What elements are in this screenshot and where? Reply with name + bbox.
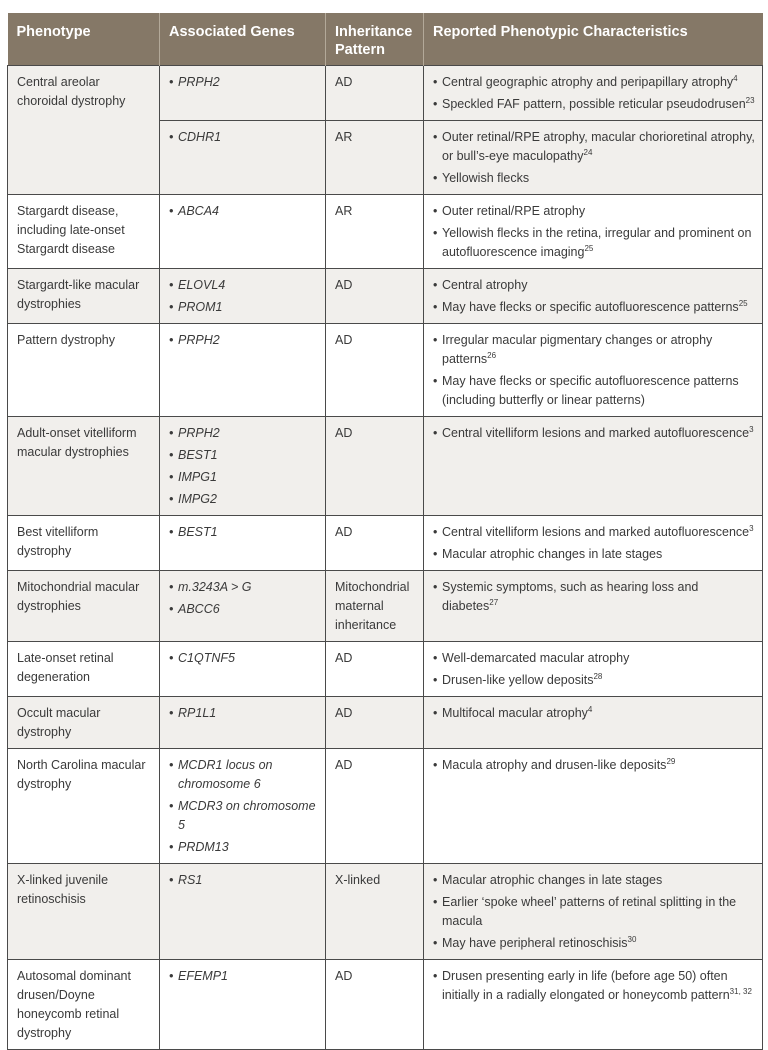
gene-list bbox=[169, 202, 319, 221]
gene-item: • RS1 bbox=[169, 871, 319, 890]
phenotype-cell: Mitochondrial macular dystrophies bbox=[8, 571, 160, 642]
phenotype-cell: Stargardt-like macular dystrophies bbox=[8, 269, 160, 324]
inheritance-cell: AD bbox=[326, 417, 424, 516]
table-row bbox=[8, 697, 763, 749]
gene-list bbox=[169, 331, 319, 350]
gene-item: • m.3243A > G bbox=[169, 578, 319, 597]
characteristic-item bbox=[433, 224, 756, 262]
characteristics-cell bbox=[424, 324, 763, 417]
characteristic-text: May have peripheral retinoschisis bbox=[442, 936, 628, 950]
characteristics-list bbox=[433, 202, 756, 262]
gene-item: • EFEMP1 bbox=[169, 967, 319, 986]
table-row bbox=[8, 642, 763, 697]
gene-item: • PRPH2 bbox=[169, 73, 319, 92]
reference-number: 4 bbox=[587, 705, 593, 714]
gene-item: • IMPG1 bbox=[169, 468, 319, 487]
gene-item: • IMPG2 bbox=[169, 490, 319, 509]
phenotype-cell: Best vitelliform dystrophy bbox=[8, 516, 160, 571]
gene-item: • ABCC6 bbox=[169, 600, 319, 619]
characteristic-text: Yellowish flecks in the retina, irregular and prominent on autofluorescence imaging bbox=[442, 226, 752, 259]
table-row bbox=[8, 516, 763, 571]
characteristics-list bbox=[433, 128, 756, 188]
gene-item: • ABCA4 bbox=[169, 202, 319, 221]
reference-number: 31, 32 bbox=[729, 987, 752, 996]
characteristics-cell bbox=[424, 516, 763, 571]
characteristic-item bbox=[433, 871, 756, 890]
inheritance-cell: AD bbox=[326, 749, 424, 864]
characteristic-text: Central geographic atrophy and peripapillary atrophy bbox=[442, 75, 734, 89]
reference-number: 3 bbox=[749, 425, 754, 434]
characteristic-item bbox=[433, 523, 756, 542]
phenotype-cell: Central areolar choroidal dystrophy bbox=[8, 66, 160, 195]
characteristic-text: Outer retinal/RPE atrophy, macular chorioretinal atrophy, or bull’s-eye maculopathy bbox=[442, 130, 755, 163]
characteristics-list bbox=[433, 424, 756, 443]
characteristic-item bbox=[433, 893, 756, 931]
genes-cell bbox=[160, 864, 326, 960]
characteristics-list bbox=[433, 871, 756, 953]
header-characteristics: Reported Phenotypic Characteristics bbox=[424, 13, 763, 66]
gene-list bbox=[169, 424, 319, 509]
table-row bbox=[8, 864, 763, 960]
gene-item: • PRPH2 bbox=[169, 424, 319, 443]
characteristic-item bbox=[433, 372, 756, 410]
characteristics-cell bbox=[424, 121, 763, 195]
phenotype-cell: Autosomal dominant drusen/Doyne honeycomb retinal dystrophy bbox=[8, 960, 160, 1050]
characteristic-item bbox=[433, 967, 756, 1005]
gene-list bbox=[169, 523, 319, 542]
inheritance-cell: AR bbox=[326, 195, 424, 269]
reference-number: 24 bbox=[583, 148, 593, 157]
reference-number: 27 bbox=[489, 598, 499, 607]
genes-cell bbox=[160, 516, 326, 571]
genes-cell bbox=[160, 697, 326, 749]
characteristic-item bbox=[433, 169, 756, 188]
characteristic-text: Central vitelliform lesions and marked autofluorescence bbox=[442, 525, 750, 539]
characteristic-item bbox=[433, 671, 756, 690]
genes-cell bbox=[160, 66, 326, 121]
gene-item: • MCDR3 on chromosome 5 bbox=[169, 797, 319, 835]
header-phenotype: Phenotype bbox=[8, 13, 160, 66]
characteristic-text: Macular atrophic changes in late stages bbox=[442, 873, 663, 887]
inheritance-cell: AD bbox=[326, 324, 424, 417]
table-container bbox=[7, 13, 762, 1050]
genes-cell bbox=[160, 195, 326, 269]
characteristic-text: Well-demarcated macular atrophy bbox=[442, 651, 630, 665]
gene-item: • RP1L1 bbox=[169, 704, 319, 723]
header-row bbox=[8, 13, 763, 66]
inheritance-cell: AD bbox=[326, 269, 424, 324]
reference-number: 23 bbox=[745, 96, 755, 105]
reference-number: 4 bbox=[733, 74, 738, 83]
reference-number: 25 bbox=[584, 244, 594, 253]
characteristic-text: Drusen-like yellow deposits bbox=[442, 673, 594, 687]
characteristics-cell bbox=[424, 269, 763, 324]
characteristic-text: Speckled FAF pattern, possible reticular pseudodrusen bbox=[442, 97, 746, 111]
phenotype-cell: Adult-onset vitelliform macular dystrophies bbox=[8, 417, 160, 516]
characteristics-cell bbox=[424, 571, 763, 642]
characteristic-item bbox=[433, 276, 756, 295]
characteristics-cell bbox=[424, 195, 763, 269]
genes-cell bbox=[160, 417, 326, 516]
characteristic-item bbox=[433, 73, 756, 92]
inheritance-cell: X-linked bbox=[326, 864, 424, 960]
characteristic-text: Central vitelliform lesions and marked autofluorescence bbox=[442, 426, 750, 440]
characteristic-item bbox=[433, 704, 756, 723]
characteristic-text: May have flecks or specific autofluorescence patterns (including butterfly or linear patterns) bbox=[442, 374, 739, 407]
gene-list bbox=[169, 967, 319, 986]
reference-number: 28 bbox=[593, 672, 603, 681]
characteristic-item bbox=[433, 298, 756, 317]
characteristics-cell bbox=[424, 697, 763, 749]
table-row bbox=[8, 195, 763, 269]
characteristic-text: Central atrophy bbox=[442, 278, 528, 292]
characteristic-item bbox=[433, 934, 756, 953]
characteristic-item bbox=[433, 756, 756, 775]
characteristics-cell bbox=[424, 864, 763, 960]
genes-cell bbox=[160, 324, 326, 417]
characteristic-text: Earlier ‘spoke wheel’ patterns of retinal splitting in the macula bbox=[442, 895, 737, 928]
gene-item: • PRPH2 bbox=[169, 331, 319, 350]
characteristic-text: Macular atrophic changes in late stages bbox=[442, 547, 663, 561]
gene-list bbox=[169, 704, 319, 723]
gene-list bbox=[169, 578, 319, 619]
table-row bbox=[8, 324, 763, 417]
characteristic-text: Irregular macular pigmentary changes or atrophy patterns bbox=[442, 333, 713, 366]
characteristic-text: Macula atrophy and drusen-like deposits bbox=[442, 758, 667, 772]
characteristic-item bbox=[433, 128, 756, 166]
table-row bbox=[8, 269, 763, 324]
reference-number: 29 bbox=[666, 757, 676, 766]
gene-list bbox=[169, 871, 319, 890]
gene-item: • BEST1 bbox=[169, 446, 319, 465]
table-row bbox=[8, 960, 763, 1050]
characteristics-list bbox=[433, 73, 756, 114]
characteristics-cell bbox=[424, 642, 763, 697]
table-row bbox=[8, 417, 763, 516]
gene-list bbox=[169, 128, 319, 147]
phenotype-cell: Occult macular dystrophy bbox=[8, 697, 160, 749]
gene-item: • CDHR1 bbox=[169, 128, 319, 147]
characteristics-list bbox=[433, 756, 756, 775]
inheritance-cell: AD bbox=[326, 697, 424, 749]
header-genes: Associated Genes bbox=[160, 13, 326, 66]
gene-item: • MCDR1 locus on chromosome 6 bbox=[169, 756, 319, 794]
gene-list bbox=[169, 756, 319, 857]
characteristic-text: Yellowish flecks bbox=[442, 171, 530, 185]
characteristics-list bbox=[433, 578, 756, 616]
characteristic-text: Drusen presenting early in life (before age 50) often initially in a radially elongated or honeycomb pattern bbox=[442, 969, 730, 1002]
inheritance-cell: AR bbox=[326, 121, 424, 195]
table-row bbox=[8, 749, 763, 864]
characteristics-list bbox=[433, 649, 756, 690]
phenotype-cell: Stargardt disease, including late-onset Stargardt disease bbox=[8, 195, 160, 269]
characteristic-text: May have flecks or specific autofluorescence patterns bbox=[442, 300, 739, 314]
characteristics-list bbox=[433, 276, 756, 317]
gene-item: • BEST1 bbox=[169, 523, 319, 542]
genes-cell bbox=[160, 121, 326, 195]
inheritance-cell: Mitochondrial maternal inheritance bbox=[326, 571, 424, 642]
phenotype-cell: Late-onset retinal degeneration bbox=[8, 642, 160, 697]
gene-list bbox=[169, 276, 319, 317]
characteristic-item bbox=[433, 424, 756, 443]
characteristics-list bbox=[433, 331, 756, 410]
characteristic-item bbox=[433, 578, 756, 616]
genes-cell bbox=[160, 749, 326, 864]
reference-number: 30 bbox=[627, 935, 637, 944]
phenotype-cell: Pattern dystrophy bbox=[8, 324, 160, 417]
genes-cell bbox=[160, 960, 326, 1050]
reference-number: 3 bbox=[749, 524, 754, 533]
characteristics-cell bbox=[424, 66, 763, 121]
characteristics-cell bbox=[424, 960, 763, 1050]
header-inheritance: Inheritance Pattern bbox=[326, 13, 424, 66]
phenotype-cell: X-linked juvenile retinoschisis bbox=[8, 864, 160, 960]
characteristics-list bbox=[433, 967, 756, 1005]
table-row bbox=[8, 66, 763, 121]
table-row bbox=[8, 571, 763, 642]
gene-item: • C1QTNF5 bbox=[169, 649, 319, 668]
genes-cell bbox=[160, 571, 326, 642]
gene-item: • PROM1 bbox=[169, 298, 319, 317]
gene-list bbox=[169, 649, 319, 668]
characteristic-text: Multifocal macular atrophy bbox=[442, 706, 588, 720]
characteristic-item bbox=[433, 649, 756, 668]
reference-number: 26 bbox=[487, 351, 497, 360]
gene-list bbox=[169, 73, 319, 92]
characteristic-item bbox=[433, 95, 756, 114]
characteristic-item bbox=[433, 331, 756, 369]
genes-cell bbox=[160, 642, 326, 697]
characteristics-list bbox=[433, 704, 756, 723]
characteristic-item bbox=[433, 202, 756, 221]
table-body bbox=[8, 66, 763, 1050]
inheritance-cell: AD bbox=[326, 516, 424, 571]
characteristic-item bbox=[433, 545, 756, 564]
characteristics-cell bbox=[424, 749, 763, 864]
characteristics-cell bbox=[424, 417, 763, 516]
phenotype-cell: North Carolina macular dystrophy bbox=[8, 749, 160, 864]
characteristic-text: Systemic symptoms, such as hearing loss and diabetes bbox=[442, 580, 699, 613]
reference-number: 25 bbox=[738, 299, 748, 308]
macular-dystrophy-table bbox=[7, 13, 763, 1050]
gene-item: • PRDM13 bbox=[169, 838, 319, 857]
genes-cell bbox=[160, 269, 326, 324]
gene-item: • ELOVL4 bbox=[169, 276, 319, 295]
characteristics-list bbox=[433, 523, 756, 564]
inheritance-cell: AD bbox=[326, 66, 424, 121]
inheritance-cell: AD bbox=[326, 960, 424, 1050]
characteristic-text: Outer retinal/RPE atrophy bbox=[442, 204, 586, 218]
inheritance-cell: AD bbox=[326, 642, 424, 697]
